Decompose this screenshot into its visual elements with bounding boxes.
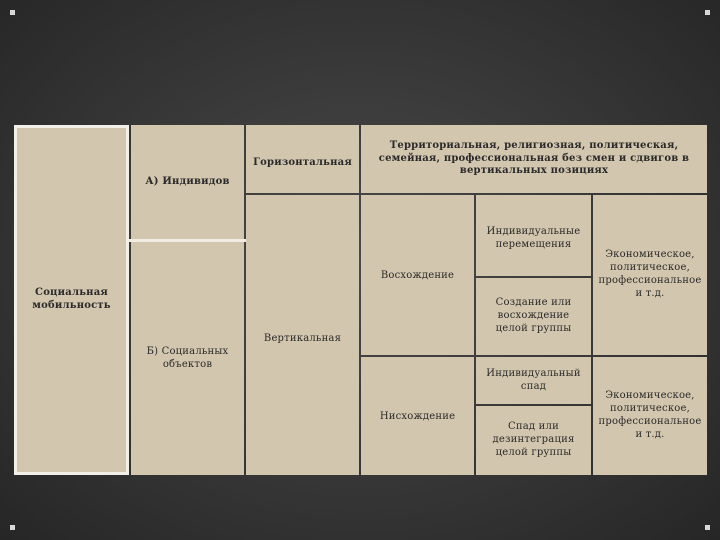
cell-horizontal-description: Территориальная, религиозная, политическая, семейная, профессиональная без смен и сдвигов в вертикальных позициях [361, 125, 707, 193]
cell-individual-moves: Индивидуальные перемещения [476, 195, 591, 276]
cell-examples-descent: Экономическое, политическое, профессиональное и т.д. [593, 357, 707, 475]
cell-descent: Нисхождение [361, 357, 474, 475]
corner-marker [705, 525, 710, 530]
cell-horizontal: Горизонтальная [246, 125, 359, 193]
corner-marker [10, 525, 15, 530]
cell-group-decline: Спад или дезинтеграция целой группы [476, 406, 591, 475]
cell-examples-ascent: Экономическое, политическое, профессиональное и т.д. [593, 195, 707, 355]
cell-vertical: Вертикальная [246, 195, 359, 475]
cell-ascent: Восхождение [361, 195, 474, 355]
cell-social-objects: Б) Социальных объектов [131, 242, 244, 475]
corner-marker [705, 10, 710, 15]
cell-group-ascent: Создание или восхождение целой группы [476, 278, 591, 355]
cell-individuals: А) Индивидов [131, 125, 244, 239]
divider-line [129, 239, 246, 242]
corner-marker [10, 10, 15, 15]
cell-social-mobility: Социальная мобильность [14, 125, 129, 475]
cell-individual-decline: Индивидуальный спад [476, 357, 591, 404]
